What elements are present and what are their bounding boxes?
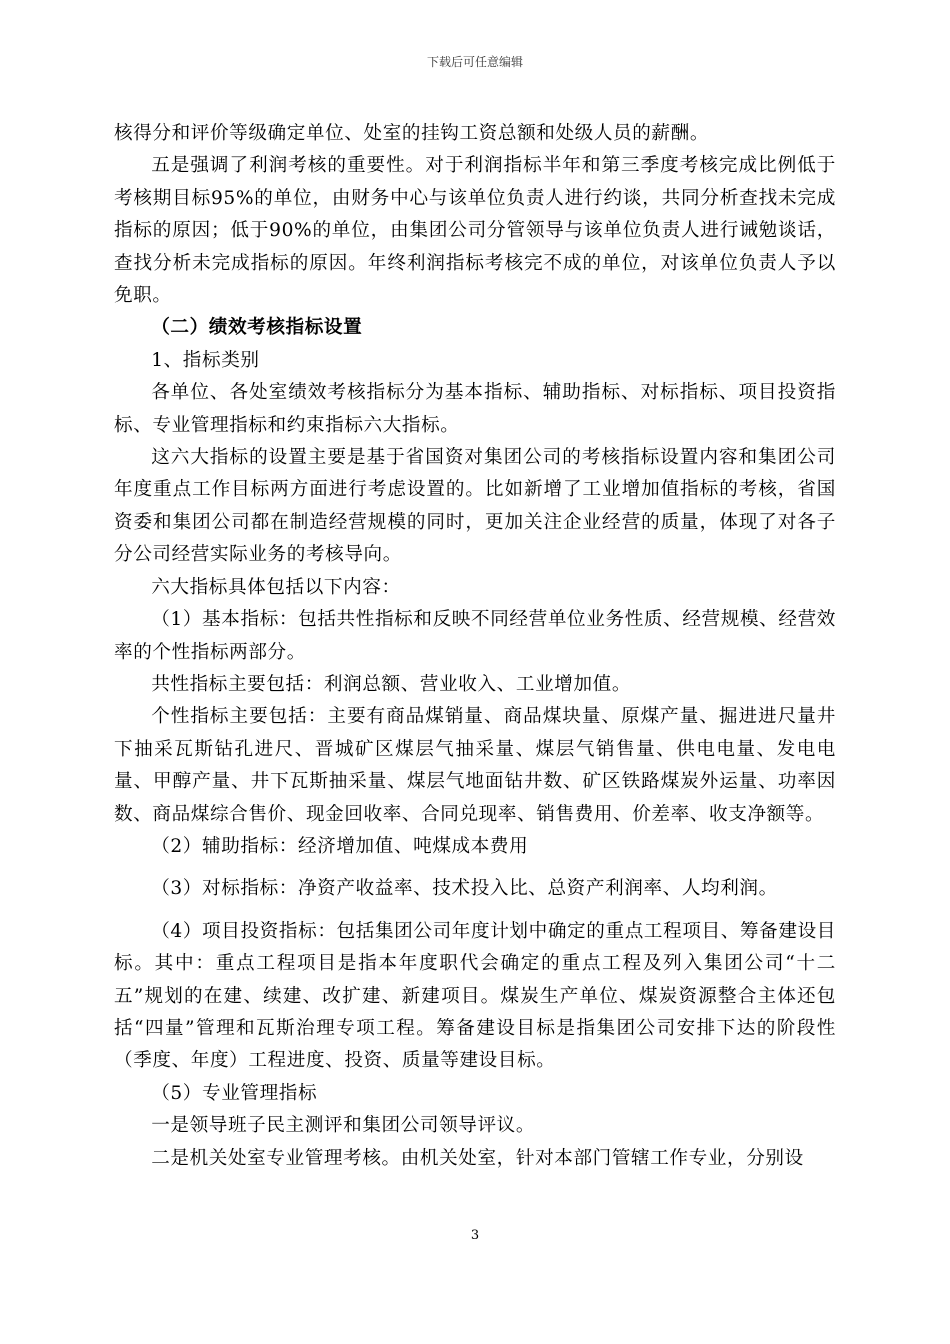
list-item-auxiliary-indicators: （2）辅助指标：经济增加值、吨煤成本费用 bbox=[151, 835, 529, 857]
section-heading: （二）绩效考核指标设置 bbox=[151, 317, 363, 339]
list-item-benchmark-indicators: （3）对标指标：净资产收益率、技术投入比、总资产利润率、人均利润。 bbox=[151, 878, 778, 900]
paragraph-office-assessment: 二是机关处室专业管理考核。由机关处室，针对本部门管辖工作专业，分别设 bbox=[151, 1147, 804, 1169]
list-item-project-investment-indicators: （4）项目投资指标：包括集团公司年度计划中确定的重点工程项目、筹备建设目标。其中：重点工程项目是指本年度职代会确定的重点工程及列入集团公司“十二五”规划的在建、续建、改扩建、新建项目。煤炭生产单位、煤炭资源整合主体还包括“四量”管理和瓦斯治理专项工程。筹备建设目标是指集团公司安排下达的阶段性（季度、年度）工程进度、投资、质量等建设目标。 bbox=[114, 920, 836, 1072]
paragraph-indicator-basis: 这六大指标的设置主要是基于省国资对集团公司的考核指标设置内容和集团公司年度重点工作目标两方面进行考虑设置的。比如新增了工业增加值指标的考核，省国资委和集团公司都在制造经营规模的同时，更加关注企业经营的质量，体现了对各子分公司经营实际业务的考核导向。 bbox=[114, 447, 836, 566]
paragraph-individual-indicators: 个性指标主要包括：主要有商品煤销量、商品煤块量、原煤产量、掘进进尺量井下抽采瓦斯钻孔进尺、晋城矿区煤层气抽采量、煤层气销售量、供电电量、发电电量、甲醇产量、井下瓦斯抽采量、煤层气地面钻井数、矿区铁路煤炭外运量、功率因数、商品煤综合售价、现金回收率、合同兑现率、销售费用、价差率、收支净额等。 bbox=[114, 706, 836, 825]
paragraph-leadership-evaluation: 一是领导班子民主测评和集团公司领导评议。 bbox=[151, 1115, 536, 1137]
list-item-basic-indicators: （1）基本指标：包括共性指标和反映不同经营单位业务性质、经营规模、经营效率的个性指标两部分。 bbox=[114, 609, 836, 663]
paragraph-profit-assessment: 五是强调了利润考核的重要性。对于利润指标半年和第三季度考核完成比例低于考核期目标95%的单位，由财务中心与该单位负责人进行约谈，共同分析查找未完成指标的原因；低于90%的单位，由集团公司分管领导与该单位负责人进行诫勉谈话，查找分析未完成指标的原因。年终利润指标考核完不成的单位，对该单位负责人予以免职。 bbox=[114, 155, 836, 307]
paragraph-six-indicators-intro: 六大指标具体包括以下内容： bbox=[151, 576, 401, 598]
subsection-heading: 1、指标类别 bbox=[151, 349, 260, 371]
page-header: 下载后可任意编辑 bbox=[426, 55, 523, 69]
page-number: 3 bbox=[470, 1228, 480, 1243]
paragraph-continued: 核得分和评价等级确定单位、处室的挂钩工资总额和处级人员的薪酬。 bbox=[114, 123, 710, 144]
paragraph-common-indicators: 共性指标主要包括：利润总额、营业收入、工业增加值。 bbox=[151, 673, 632, 695]
document-body bbox=[114, 118, 836, 1175]
list-item-professional-management-indicators: （5）专业管理指标 bbox=[151, 1082, 318, 1104]
paragraph-indicator-categories: 各单位、各处室绩效考核指标分为基本指标、辅助指标、对标指标、项目投资指标、专业管理指标和约束指标六大指标。 bbox=[114, 382, 836, 436]
